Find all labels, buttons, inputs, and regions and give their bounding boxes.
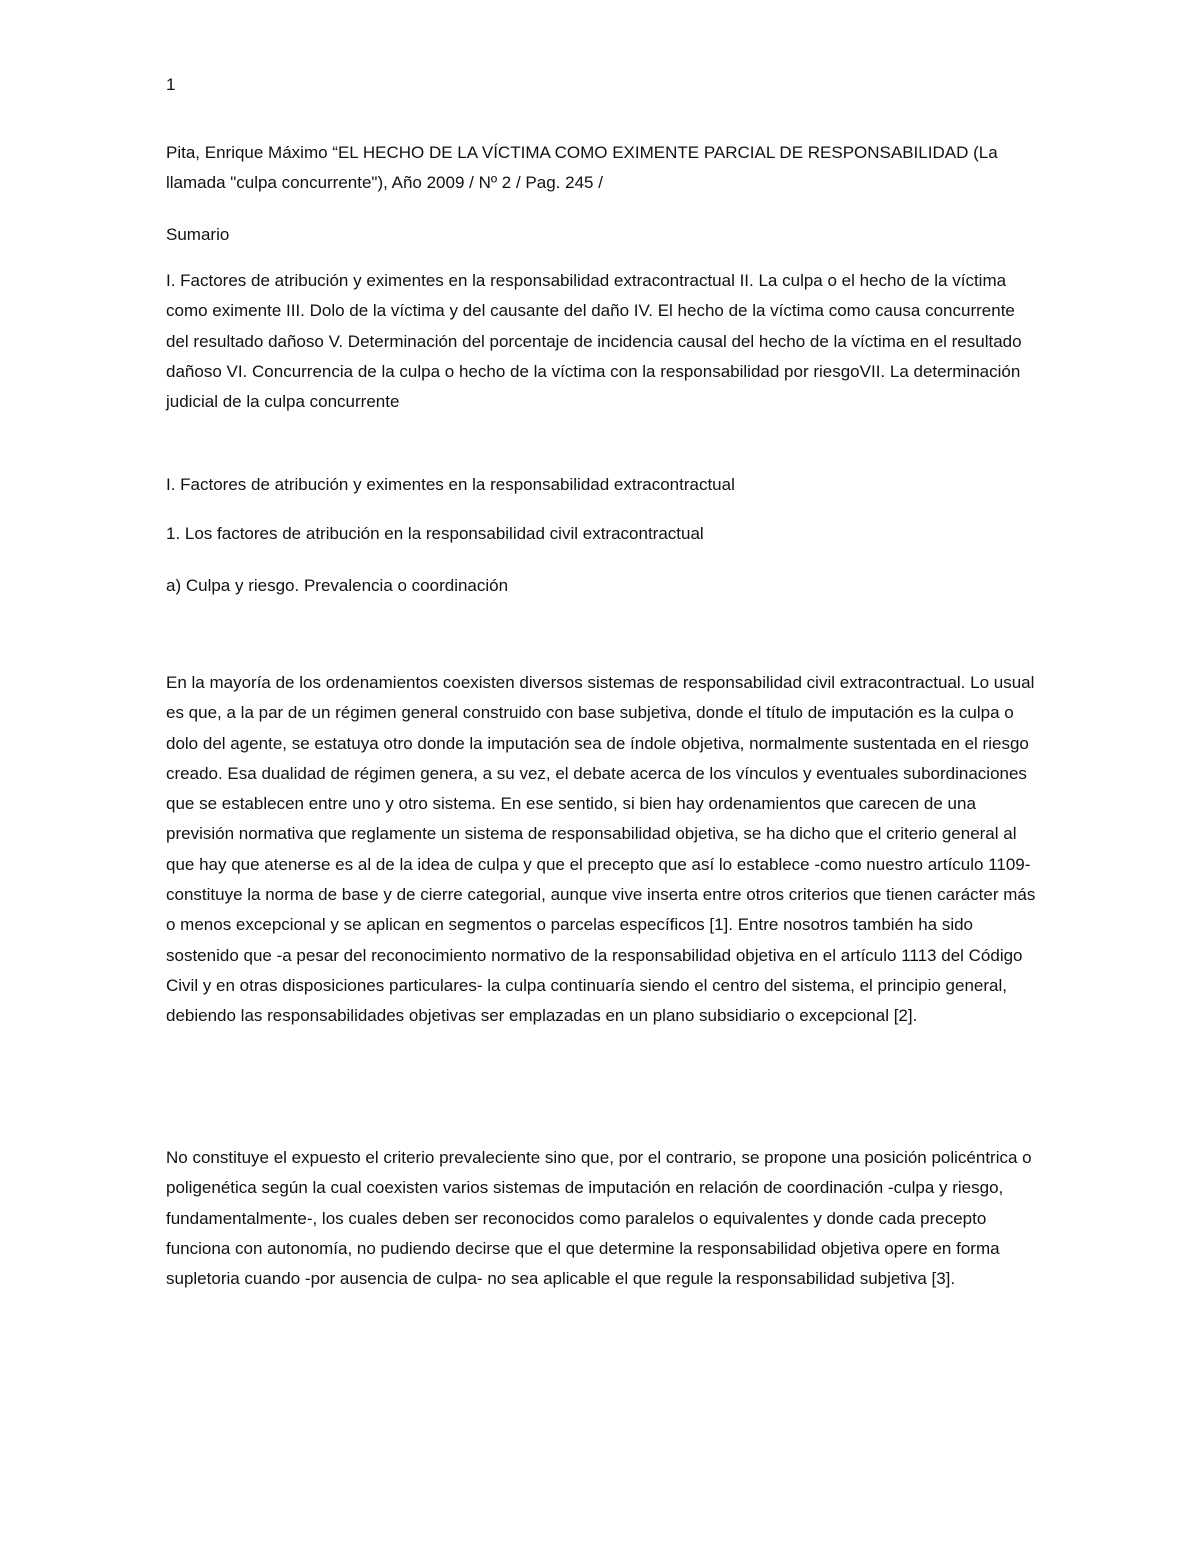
- summary-text: I. Factores de atribución y eximentes en la responsabilidad extracontractual II. La culpa o el hecho de la víctima como eximente III. Dolo de la víctima y del causante del daño IV. El hecho de la víctima como causa concurrente del resultado dañoso V. Determinación del porcentaje de incidencia causal del hecho de la víctima en el resultado dañoso VI. Concurrencia de la culpa o hecho de la víctima con la responsabilidad por riesgoVII. La determinación judicial de la culpa concurrente: [166, 271, 1022, 412]
- subsection-a-title: a) Culpa y riesgo. Prevalencia o coordinación: [166, 576, 509, 595]
- page-number: 1: [166, 75, 176, 94]
- body-paragraph-1: En la mayoría de los ordenamientos coexisten diversos sistemas de responsabilidad civil extracontractual. Lo usual es que, a la par de un régimen general construido con base subjetiva, donde el título de imputación es la culpa o dolo del agente, se estatuya otro donde la imputación sea de índole objetiva, normalmente sustentada en el riesgo creado. Esa dualidad de régimen genera, a su vez, el debate acerca de los vínculos y eventuales subordinaciones que se establecen entre uno y otro sistema. En ese sentido, si bien hay ordenamientos que carecen de una previsión normativa que reglamente un sistema de responsabilidad objetiva, se ha dicho que el criterio general al que hay que atenerse es al de la idea de culpa y que el precepto que así lo establece -como nuestro artículo 1109- constituye la norma de base y de cierre categorial, aunque vive inserta entre otros criterios que tienen carácter más o menos excepcional y se aplican en segmentos o parcelas específicos [1]. Entre nosotros también ha sido sostenido que -a pesar del reconocimiento normativo de la responsabilidad objetiva en el artículo 1113 del Código Civil y en otras disposiciones particulares- la culpa continuaría siendo el centro del sistema, el principio general, debiendo las responsabilidades objetivas ser emplazadas en un plano subsidiario o excepcional [2].: [166, 673, 1036, 1026]
- section-title: I. Factores de atribución y eximentes en la responsabilidad extracontractual: [166, 475, 735, 494]
- summary-heading: Sumario: [166, 225, 230, 244]
- subsection-title: 1. Los factores de atribución en la responsabilidad civil extracontractual: [166, 524, 704, 543]
- citation-header: Pita, Enrique Máximo “EL HECHO DE LA VÍCTIMA COMO EXIMENTE PARCIAL DE RESPONSABILIDAD (La llamada "culpa concurrente"), Año 2009 / Nº 2 / Pag. 245 /: [166, 143, 998, 193]
- body-paragraph-2: No constituye el expuesto el criterio prevaleciente sino que, por el contrario, se propone una posición policéntrica o poligenética según la cual coexisten varios sistemas de imputación en relación de coordinación -culpa y riesgo, fundamentalmente-, los cuales deben ser reconocidos como paralelos o equivalentes y donde cada precepto funciona con autonomía, no pudiendo decirse que el que determine la responsabilidad objetiva opere en forma supletoria cuando -por ausencia de culpa- no sea aplicable el que regule la responsabilidad subjetiva [3].: [166, 1148, 1032, 1289]
